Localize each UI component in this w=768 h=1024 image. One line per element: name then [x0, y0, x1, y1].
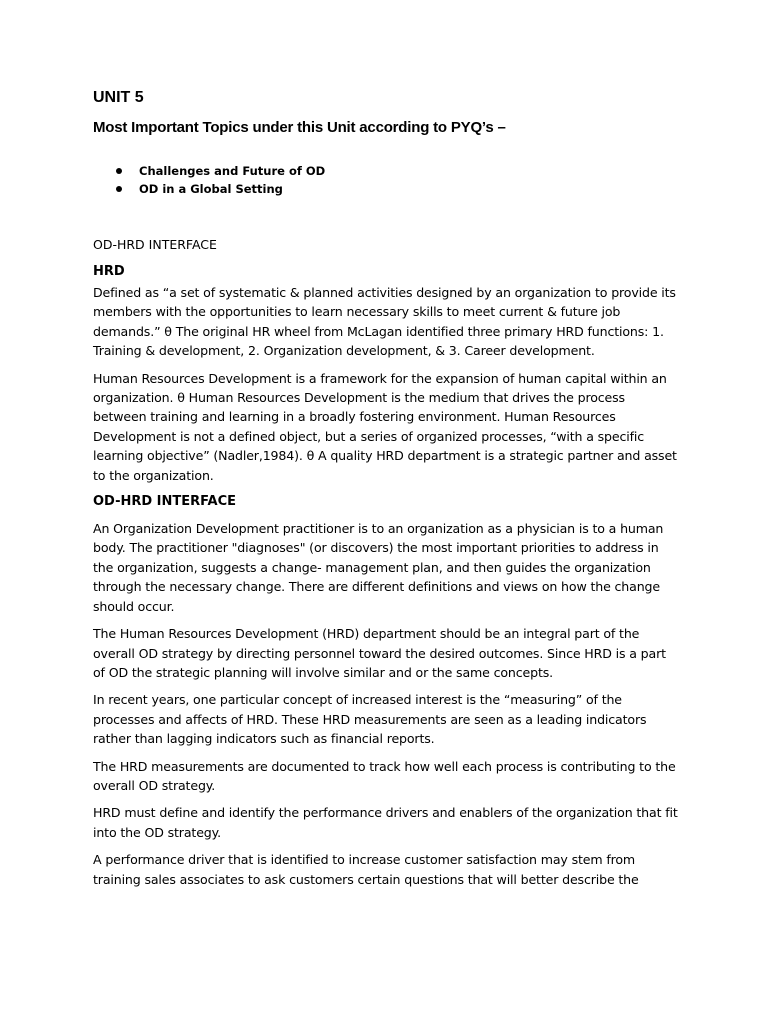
topics-subtitle: Most Important Topics under this Unit according to PYQ’s – [93, 119, 506, 136]
bullet-icon [116, 168, 122, 174]
interface-paragraph: An Organization Development practitioner is to an organization as a physician is to a human body. The practitioner "diagnoses" (or discovers) the most important priorities to address in the organization, suggests a change- management plan, and then guides the organization through the necessary change. There are different definitions and views on how the change should occur. [93, 521, 664, 614]
hrd-paragraph: Human Resources Development is a framework for the expansion of human capital within an organization. θ Human Resources Development is the medium that drives the process between training and learning in a broadly fostering environment. Human Resources Development is not a defined object, but a series of organized processes, “with a specific learning objective” (Nadler,1984). θ A quality HRD department is a strategic partner and asset to the organization. [93, 370, 677, 483]
interface-paragraph: In recent years, one particular concept of increased interest is the “measuring” of the processes and affects of HRD. These HRD measurements are seen as a leading indicators rather than lagging indicators such as financial reports. [93, 692, 647, 747]
list-item-text: OD in a Global Setting [139, 182, 283, 196]
interface-heading: OD-HRD INTERFACE [93, 494, 237, 510]
interface-paragraph: The HRD measurements are documented to track how well each process is contributing to the overall OD strategy. [93, 758, 676, 793]
unit-title: UNIT 5 [93, 89, 144, 106]
list-item [93, 162, 678, 180]
interface-label: OD-HRD INTERFACE [93, 237, 217, 252]
interface-paragraph: A performance driver that is identified to increase customer satisfaction may stem from training sales associates to ask customers certain questions that will better describe the [93, 852, 639, 887]
hrd-heading: HRD [93, 264, 125, 279]
interface-paragraph: HRD must define and identify the performance drivers and enablers of the organization that fit into the OD strategy. [93, 805, 678, 840]
hrd-paragraph: Defined as “a set of systematic & planned activities designed by an organization to provide its members with the opportunities to learn necessary skills to meet current & future job demands.” θ The original HR wheel from McLagan identified three primary HRD functions: 1. Training & development, 2. Organization development, & 3. Career development. [93, 285, 676, 359]
bullet-icon [116, 186, 122, 192]
list-item-text: Challenges and Future of OD [139, 164, 326, 178]
interface-paragraph: The Human Resources Development (HRD) department should be an integral part of the overall OD strategy by directing personnel toward the desired outcomes. Since HRD is a part of OD the strategic planning will involve similar and or the same concepts. [93, 626, 666, 680]
document-body [93, 88, 678, 897]
list-item [93, 180, 678, 198]
topics-list [93, 162, 678, 198]
